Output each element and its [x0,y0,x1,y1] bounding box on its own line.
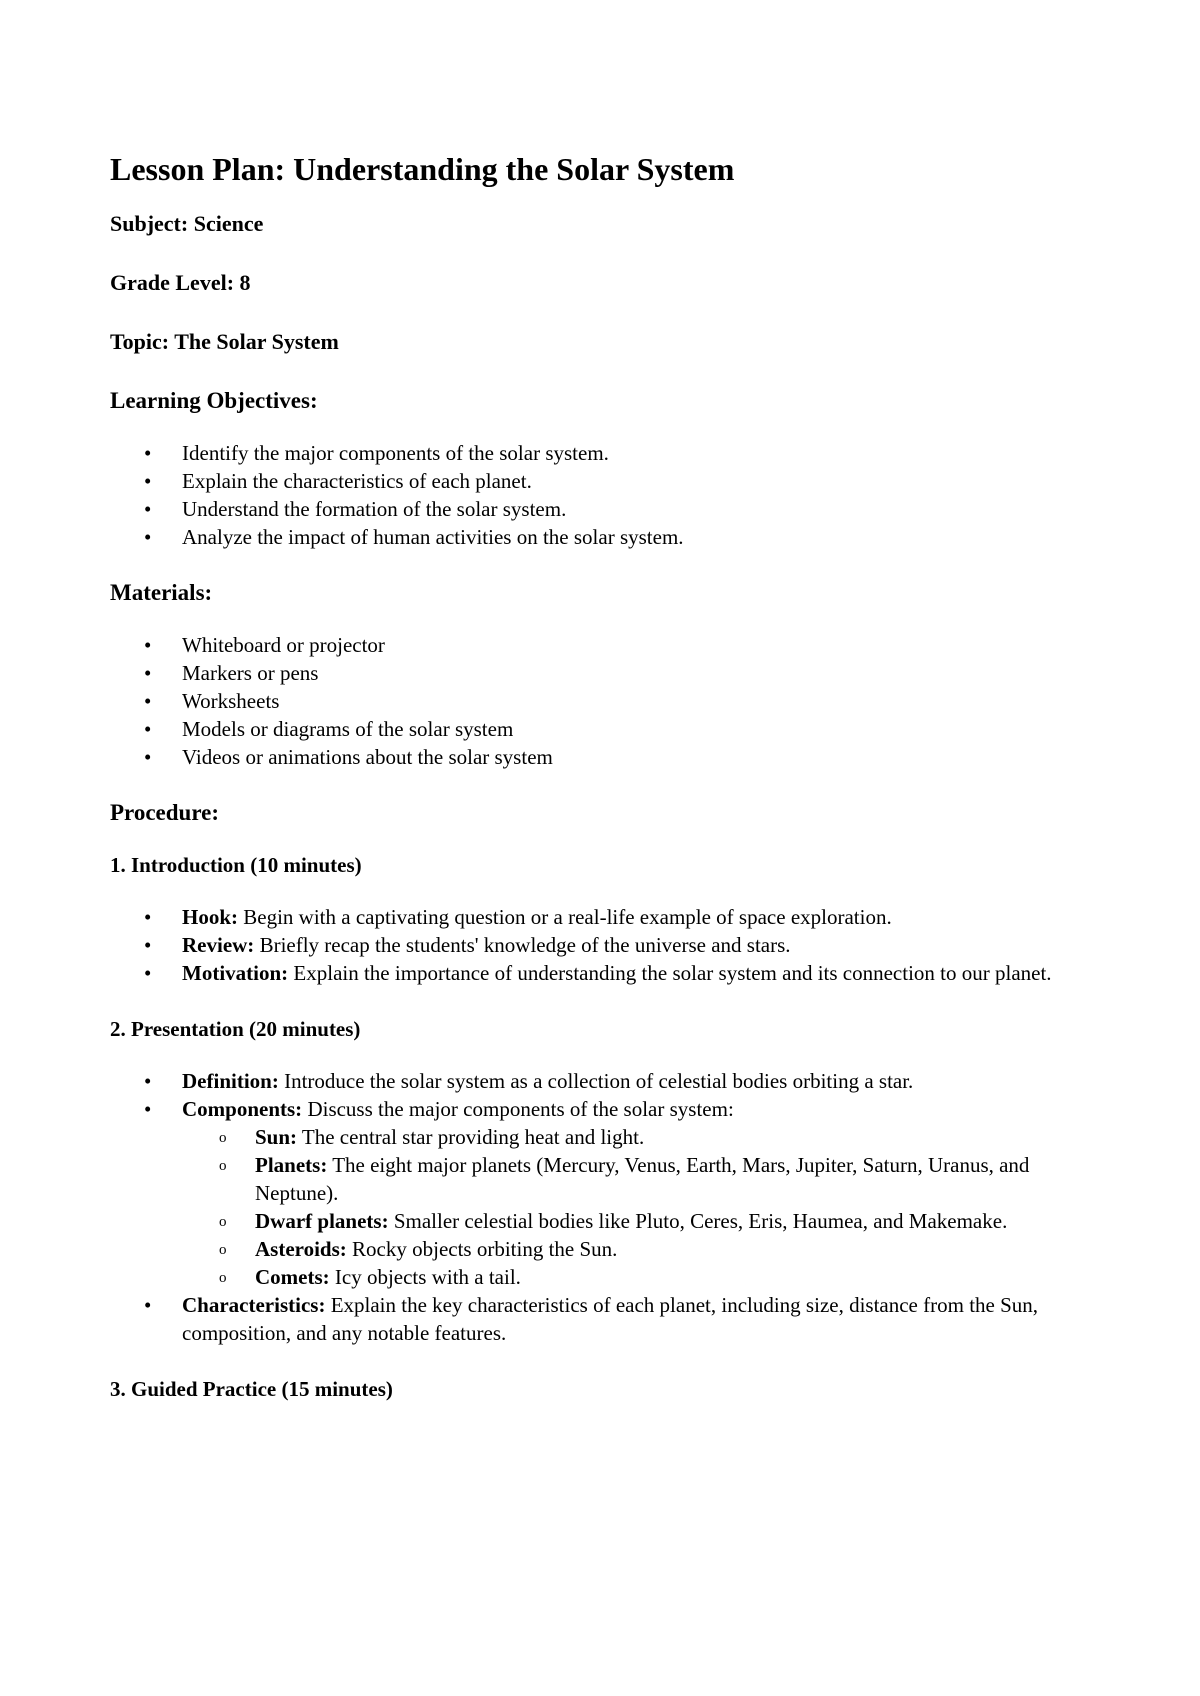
bullet-icon: • [144,661,152,685]
presentation-heading: 2. Presentation (20 minutes) [110,1017,361,1041]
introduction-list [110,903,1110,987]
item-text: Smaller celestial bodies like Pluto, Ceres, Eris, Haumea, and Makemake. [388,1209,1008,1233]
material-text: Videos or animations about the solar system [182,745,553,769]
sub-list-item [182,1207,1110,1235]
item-text: Briefly recap the students' knowledge of the universe and stars. [254,933,791,957]
circle-bullet-icon: o [219,1158,227,1174]
item-text: Rocky objects orbiting the Sun. [346,1237,618,1261]
list-item [110,659,1110,687]
sub-list-item [182,1263,1110,1291]
bullet-icon: • [144,497,152,521]
item-label: Comets: [255,1265,330,1289]
objective-text: Identify the major components of the solar system. [182,441,609,465]
bullet-icon: • [144,1069,152,1093]
item-text: The central star providing heat and light. [297,1125,645,1149]
bullet-icon: • [144,961,152,985]
item-text: The eight major planets (Mercury, Venus, Earth, Mars, Jupiter, Saturn, Uranus, and Neptune). [255,1153,1030,1205]
item-label: Components: [182,1097,303,1121]
list-item [110,1291,1110,1347]
subject-line: Subject: Science [110,211,264,236]
item-text: Explain the importance of understanding the solar system and its connection to our planet. [288,961,1052,985]
list-item [110,959,1110,987]
item-text: Icy objects with a tail. [329,1265,521,1289]
objective-text: Explain the characteristics of each planet. [182,469,532,493]
material-text: Models or diagrams of the solar system [182,717,514,741]
item-label: Definition: [182,1069,279,1093]
bullet-icon: • [144,633,152,657]
circle-bullet-icon: o [219,1270,227,1286]
circle-bullet-icon: o [219,1130,227,1146]
bullet-icon: • [144,689,152,713]
topic-line: Topic: The Solar System [110,329,339,354]
item-label: Sun: [255,1125,298,1149]
materials-list [110,631,1110,771]
list-item [110,495,1110,523]
bullet-icon: • [144,441,152,465]
sub-list-item [182,1151,1110,1207]
circle-bullet-icon: o [219,1242,227,1258]
bullet-icon: • [144,745,152,769]
list-item [110,931,1110,959]
list-item [110,903,1110,931]
bullet-icon: • [144,525,152,549]
list-item [110,1067,1110,1095]
list-item [110,467,1110,495]
item-label: Asteroids: [255,1237,347,1261]
list-item [110,1095,1110,1291]
item-text: Discuss the major components of the solar system: [302,1097,734,1121]
materials-heading: Materials: [110,580,213,605]
item-text: Begin with a captivating question or a real-life example of space exploration. [238,905,892,929]
components-sublist [182,1123,1110,1291]
bullet-icon: • [144,469,152,493]
procedure-heading: Procedure: [110,800,220,825]
grade-level-line: Grade Level: 8 [110,270,251,295]
list-item [110,631,1110,659]
sub-list-item [182,1235,1110,1263]
list-item [110,715,1110,743]
objectives-heading: Learning Objectives: [110,388,318,413]
guided-practice-heading: 3. Guided Practice (15 minutes) [110,1377,393,1401]
introduction-heading: 1. Introduction (10 minutes) [110,853,362,877]
bullet-icon: • [144,1097,152,1121]
list-item [110,687,1110,715]
document-title: Lesson Plan: Understanding the Solar System [110,151,735,187]
item-text: Explain the key characteristics of each planet, including size, distance from the Sun, composition, and any notable features. [182,1293,1039,1345]
objective-text: Analyze the impact of human activities on the solar system. [182,525,684,549]
item-label: Dwarf planets: [255,1209,389,1233]
objective-text: Understand the formation of the solar system. [182,497,567,521]
document-page [110,150,1110,1427]
material-text: Whiteboard or projector [182,633,385,657]
list-item [110,523,1110,551]
material-text: Worksheets [182,689,280,713]
bullet-icon: • [144,717,152,741]
item-label: Planets: [255,1153,328,1177]
objectives-list [110,439,1110,551]
item-label: Motivation: [182,961,289,985]
item-text: Introduce the solar system as a collection of celestial bodies orbiting a star. [278,1069,914,1093]
bullet-icon: • [144,933,152,957]
item-label: Review: [182,933,255,957]
list-item [110,439,1110,467]
bullet-icon: • [144,1293,152,1317]
bullet-icon: • [144,905,152,929]
presentation-list [110,1067,1110,1347]
item-label: Hook: [182,905,239,929]
material-text: Markers or pens [182,661,319,685]
circle-bullet-icon: o [219,1214,227,1230]
list-item [110,743,1110,771]
sub-list-item [182,1123,1110,1151]
item-label: Characteristics: [182,1293,326,1317]
